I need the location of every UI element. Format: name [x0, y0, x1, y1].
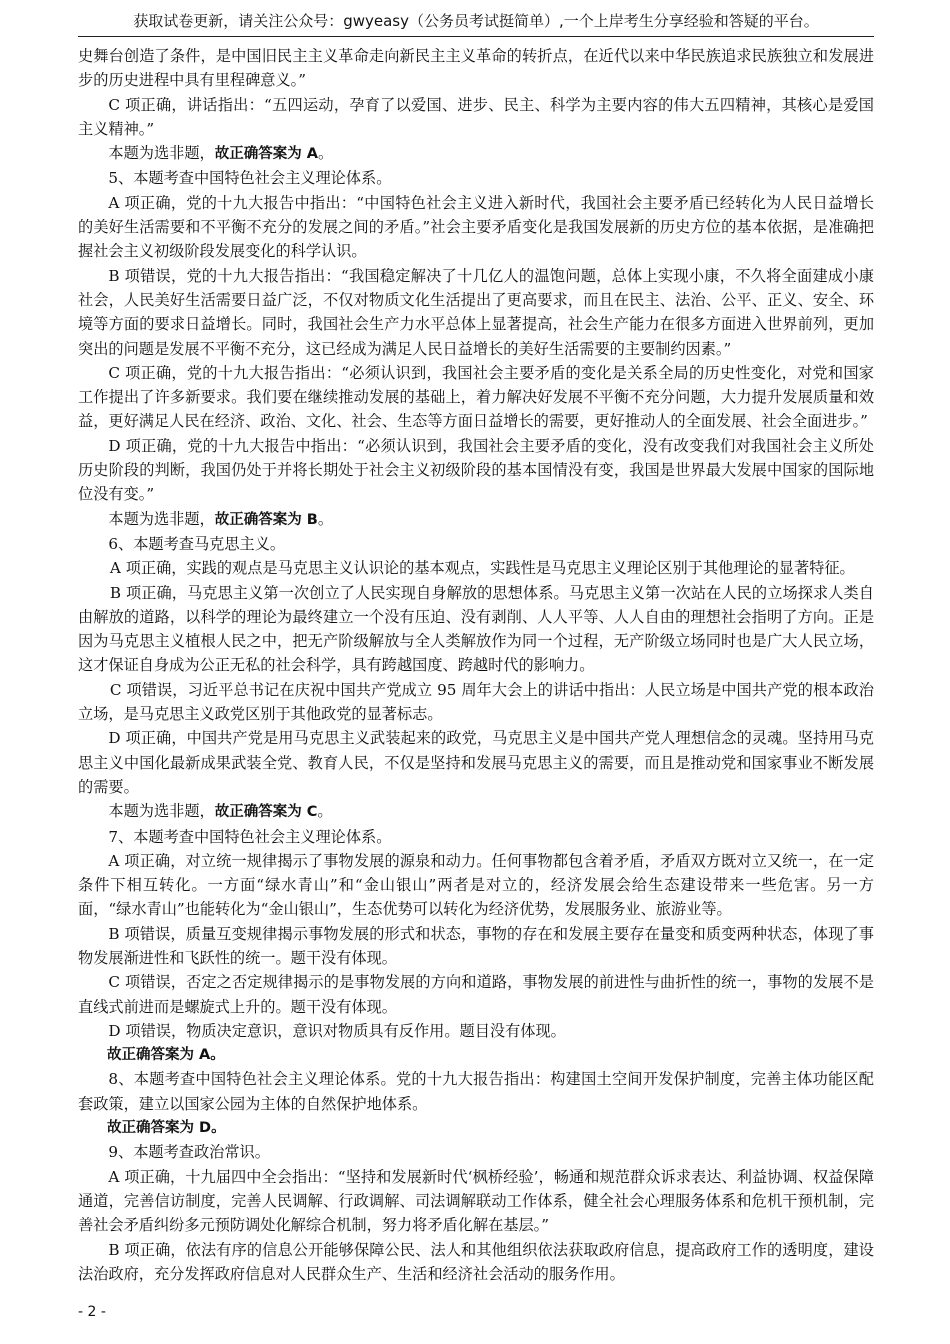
- paragraph: D 项错误，物质决定意识，意识对物质具有反作用。题目没有体现。: [108, 1021, 566, 1040]
- question-heading: 8、本题考查中国特色社会主义理论体系。党的十九大报告指出：构建国土空间开发保护制度，完善主体功能区配套政策，建立以国家公园为主体的自然保护地体系。: [78, 1070, 874, 1113]
- answer-line: 本题为选非题，故正确答案为 B。: [108, 509, 333, 528]
- answer-line: 本题为选非题，故正确答案为 C。: [108, 802, 333, 821]
- paragraph: B 项错误，党的十九大报告指出：“我国稳定解决了十几亿人的温饱问题，总体上实现小康，不久将全面建成小康社会，人民美好生活需要日益广泛，不仅对物质文化生活提出了更高要求，而且在民主、法治、公平、正义、安全、环境等方面的要求日益增长。同时，我国社会生产力水平总体上显著提高，社会生产能力在很多方面进入世界前列，更加突出的问题是发展不平衡不充分，这已经成为满足人民日益增长的美好生活需要的主要制约因素。”: [78, 266, 874, 358]
- question-heading: 6、本题考查马克思主义。: [108, 534, 286, 553]
- paragraph: A 项正确，党的十九大报告中指出：“中国特色社会主义进入新时代，我国社会主要矛盾已经转化为人民日益增长的美好生活需要和不平衡不充分的发展之间的矛盾。”社会主要矛盾变化是我国发展新的历史方位的基本依据，是准确把握社会主义初级阶段发展变化的科学认识。: [78, 193, 874, 261]
- answer-line: 故正确答案为 D。: [107, 1120, 226, 1137]
- paragraph: C 项正确，党的十九大报告指出：“必须认识到，我国社会主要矛盾的变化是关系全局的历史性变化，对党和国家工作提出了许多新要求。我们要在继续推动发展的基础上，着力解决好发展不平衡不充分问题，大力提升发展质量和效益，更好满足人民在经济、政治、文化、社会、生态等方面日益增长的需要，更好推动人的全面发展、社会全面进步。”: [78, 363, 874, 431]
- paragraph: B 项错误，质量互变规律揭示事物发展的形式和状态，事物的存在和发展主要存在量变和质变两种状态，体现了事物发展渐进性和飞跃性的统一。题干没有体现。: [78, 924, 874, 967]
- paragraph: A 项正确，实践的观点是马克思主义认识论的基本观点，实践性是马克思主义理论区别于其他理论的显著特征。: [109, 559, 855, 578]
- answer-bold: 故正确答案为 B: [214, 511, 318, 528]
- paragraph: C 项正确，讲话指出：“五四运动，孕育了以爱国、进步、民主、科学为主要内容的伟大五四精神，其核心是爱国主义精神。”: [78, 95, 874, 138]
- question-heading: 5、本题考查中国特色社会主义理论体系。: [108, 169, 392, 188]
- question-heading: 7、本题考查中国特色社会主义理论体系。: [108, 827, 392, 846]
- paragraph: B 项正确，马克思主义第一次创立了人民实现自身解放的思想体系。马克思主义第一次站在人民的立场探求人类自由解放的道路，以科学的理论为最终建立一个没有压迫、没有剥削、人人平等、人人自由的理想社会指明了方向。正是因为马克思主义植根人民之中，把无产阶级解放与全人类解放作为同一个过程，无产阶级立场同时也是广大人民立场，这才保证自身成为公正无私的社会科学，具有跨越国度、跨越时代的影响力。: [78, 583, 874, 675]
- paragraph: D 项正确，党的十九大报告中指出：“必须认识到，我国社会主要矛盾的变化，没有改变我们对我国社会主义所处历史阶段的判断，我国仍处于并将长期处于社会主义初级阶段的基本国情没有变，我国是世界最大发展中国家的国际地位没有变。”: [78, 436, 874, 504]
- page-number: - 2 -: [78, 1304, 106, 1320]
- paragraph: A 项正确，对立统一规律揭示了事物发展的源泉和动力。任何事物都包含着矛盾，矛盾双方既对立又统一，在一定条件下相互转化。一方面“绿水青山”和“金山银山”两者是对立的，经济发展会给生态建设带来一些危害。另一方面，“绿水青山”也能转化为“金山银山”，生态优势可以转化为经济优势，发展服务业、旅游业等。: [78, 851, 874, 919]
- page-header: 获取试卷更新，请关注公众号：gwyeasy（公务员考试挺简单）,一个上岸考生分享经验和答疑的平台。: [78, 8, 874, 37]
- paragraph: B 项正确，依法有序的信息公开能够保障公民、法人和其他组织依法获取政府信息，提高政府工作的透明度，建设法治政府，充分发挥政府信息对人民群众生产、生活和经济社会活动的服务作用。: [78, 1240, 874, 1283]
- question-heading: 9、本题考查政治常识。: [108, 1143, 270, 1162]
- paragraph: A 项正确，十九届四中全会指出：“坚持和发展新时代‘枫桥经验’，畅通和规范群众诉求表达、利益协调、权益保障通道，完善信访制度，完善人民调解、行政调解、司法调解联动工作体系，健全社会心理服务体系和危机干预机制，完善社会矛盾纠纷多元预防调处化解综合机制，努力将矛盾化解在基层。”: [78, 1167, 874, 1235]
- document-body: [78, 44, 874, 1286]
- answer-bold: 故正确答案为 C: [214, 804, 318, 821]
- paragraph: D 项正确，中国共产党是用马克思主义武装起来的政党，马克思主义是中国共产党人理想信念的灵魂。坚持用马克思主义中国化最新成果武装全党、教育人民，不仅是坚持和发展马克思主义的需要，而且是推动党和国家事业不断发展的需要。: [78, 729, 874, 796]
- paragraph: C 项错误，习近平总书记在庆祝中国共产党成立 95 周年大会上的讲话中指出：人民立场是中国共产党的根本政治立场，是马克思主义政党区别于其他政党的显著标志。: [78, 680, 874, 724]
- paragraph: C 项错误，否定之否定规律揭示的是事物发展的方向和道路，事物发展的前进性与曲折性的统一，事物的发展不是直线式前进而是螺旋式上升的。题干没有体现。: [78, 973, 874, 1016]
- paragraph: 史舞台创造了条件，是中国旧民主主义革命走向新民主主义革命的转折点，在近代以来中华民族追求民族独立和发展进步的历史进程中具有里程碑意义。”: [78, 47, 874, 90]
- answer-line: 本题为选非题，故正确答案为 A。: [108, 144, 334, 163]
- answer-bold: 故正确答案为 A: [214, 146, 318, 163]
- answer-line: 故正确答案为 A。: [107, 1047, 225, 1064]
